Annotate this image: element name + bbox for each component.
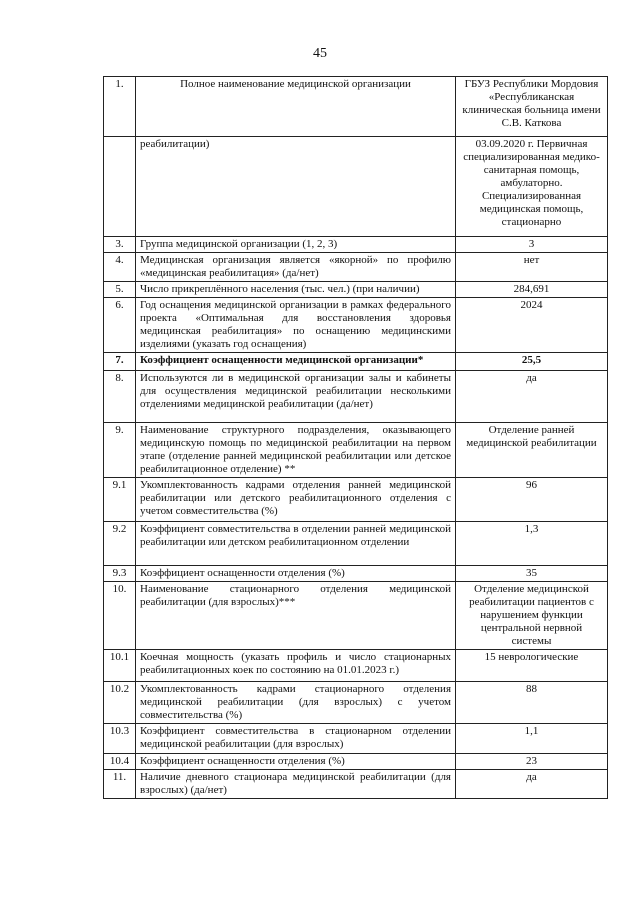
page-number: 45 <box>313 46 327 61</box>
table-row <box>104 566 608 582</box>
row-number: 8. <box>104 371 136 423</box>
table-row <box>104 237 608 253</box>
table-row <box>104 298 608 353</box>
row-label: Используются ли в медицинской организации залы и кабинеты для осуществления медицинской реабилитации несколькими отделениями медицинской реабилитации (да/нет) <box>136 371 456 423</box>
row-value: 03.09.2020 г. Первичная специализированная медико-санитарная помощь, амбулаторно. Специализированная медицинская помощь, стационарно <box>456 137 608 237</box>
row-number: 7. <box>104 353 136 371</box>
row-label: Год оснащения медицинской организации в рамках федерального проекта «Оптимальная для восстановления здоровья медицинская реабилитация» по оснащению медицинскими изделиями (указать год оснащения) <box>136 298 456 353</box>
row-value: 25,5 <box>456 353 608 371</box>
row-value: Отделение медицинской реабилитации пациентов с нарушением функции центральной нервной системы <box>456 582 608 650</box>
table-row <box>104 582 608 650</box>
table-row <box>104 253 608 282</box>
row-label: Укомплектованность кадрами стационарного отделения медицинской реабилитации (для взрослых) с учетом совместительства (%) <box>136 682 456 724</box>
row-number: 3. <box>104 237 136 253</box>
table-row <box>104 282 608 298</box>
table-row <box>104 371 608 423</box>
row-label: реабилитации) <box>136 137 456 237</box>
table-row <box>104 770 608 799</box>
row-value: 2024 <box>456 298 608 353</box>
table-row <box>104 724 608 754</box>
row-number: 9. <box>104 423 136 478</box>
row-number: 10. <box>104 582 136 650</box>
row-value: 96 <box>456 478 608 522</box>
table-row <box>104 754 608 770</box>
row-number: 4. <box>104 253 136 282</box>
row-label: Группа медицинской организации (1, 2, 3) <box>136 237 456 253</box>
table-row <box>104 682 608 724</box>
row-label: Коэффициент оснащенности отделения (%) <box>136 566 456 582</box>
row-number: 10.2 <box>104 682 136 724</box>
row-label: Коэффициент оснащенности медицинской организации* <box>136 353 456 371</box>
row-number: 10.4 <box>104 754 136 770</box>
table-row <box>104 522 608 566</box>
row-number <box>104 137 136 237</box>
row-value: да <box>456 770 608 799</box>
row-value: Отделение ранней медицинской реабилитации <box>456 423 608 478</box>
row-number: 1. <box>104 77 136 137</box>
row-value: да <box>456 371 608 423</box>
table-row <box>104 423 608 478</box>
row-label: Число прикреплённого населения (тыс. чел.) (при наличии) <box>136 282 456 298</box>
row-value: 15 неврологические <box>456 650 608 682</box>
row-label: Медицинская организация является «якорной» по профилю «медицинская реабилитация» (да/нет) <box>136 253 456 282</box>
table-row <box>104 478 608 522</box>
row-number: 9.3 <box>104 566 136 582</box>
row-value: 3 <box>456 237 608 253</box>
row-label: Наименование стационарного отделения медицинской реабилитации (для взрослых)*** <box>136 582 456 650</box>
row-value: 284,691 <box>456 282 608 298</box>
row-value: 23 <box>456 754 608 770</box>
info-table <box>103 76 608 799</box>
row-value: 1,3 <box>456 522 608 566</box>
row-value: 88 <box>456 682 608 724</box>
row-number: 10.1 <box>104 650 136 682</box>
row-label: Полное наименование медицинской организации <box>136 77 456 137</box>
row-number: 10.3 <box>104 724 136 754</box>
row-label: Наименование структурного подразделения, оказывающего медицинскую помощь по медицинской реабилитации на первом этапе (отделение ранней медицинской реабилитации или детское реабилитационное отделение) ** <box>136 423 456 478</box>
table-row <box>104 137 608 237</box>
row-number: 6. <box>104 298 136 353</box>
row-label: Укомплектованность кадрами отделения ранней медицинской реабилитации или детского реабилитационного отделения с учетом совместительства (%) <box>136 478 456 522</box>
row-number: 9.1 <box>104 478 136 522</box>
table-row <box>104 353 608 371</box>
row-number: 5. <box>104 282 136 298</box>
row-label: Коечная мощность (указать профиль и число стационарных реабилитационных коек по состоянию на 01.01.2023 г.) <box>136 650 456 682</box>
row-value: 35 <box>456 566 608 582</box>
table-row <box>104 650 608 682</box>
row-value: нет <box>456 253 608 282</box>
row-label: Коэффициент совместительства в стационарном отделении медицинской реабилитации (для взрослых) <box>136 724 456 754</box>
row-label: Наличие дневного стационара медицинской реабилитации (для взрослых) (да/нет) <box>136 770 456 799</box>
row-number: 9.2 <box>104 522 136 566</box>
row-value: 1,1 <box>456 724 608 754</box>
row-value: ГБУЗ Республики Мордовия «Республиканская клиническая больница имени С.В. Каткова <box>456 77 608 137</box>
row-number: 11. <box>104 770 136 799</box>
row-label: Коэффициент совместительства в отделении ранней медицинской реабилитации или детском реабилитационном отделении <box>136 522 456 566</box>
table-row <box>104 77 608 137</box>
row-label: Коэффициент оснащенности отделения (%) <box>136 754 456 770</box>
